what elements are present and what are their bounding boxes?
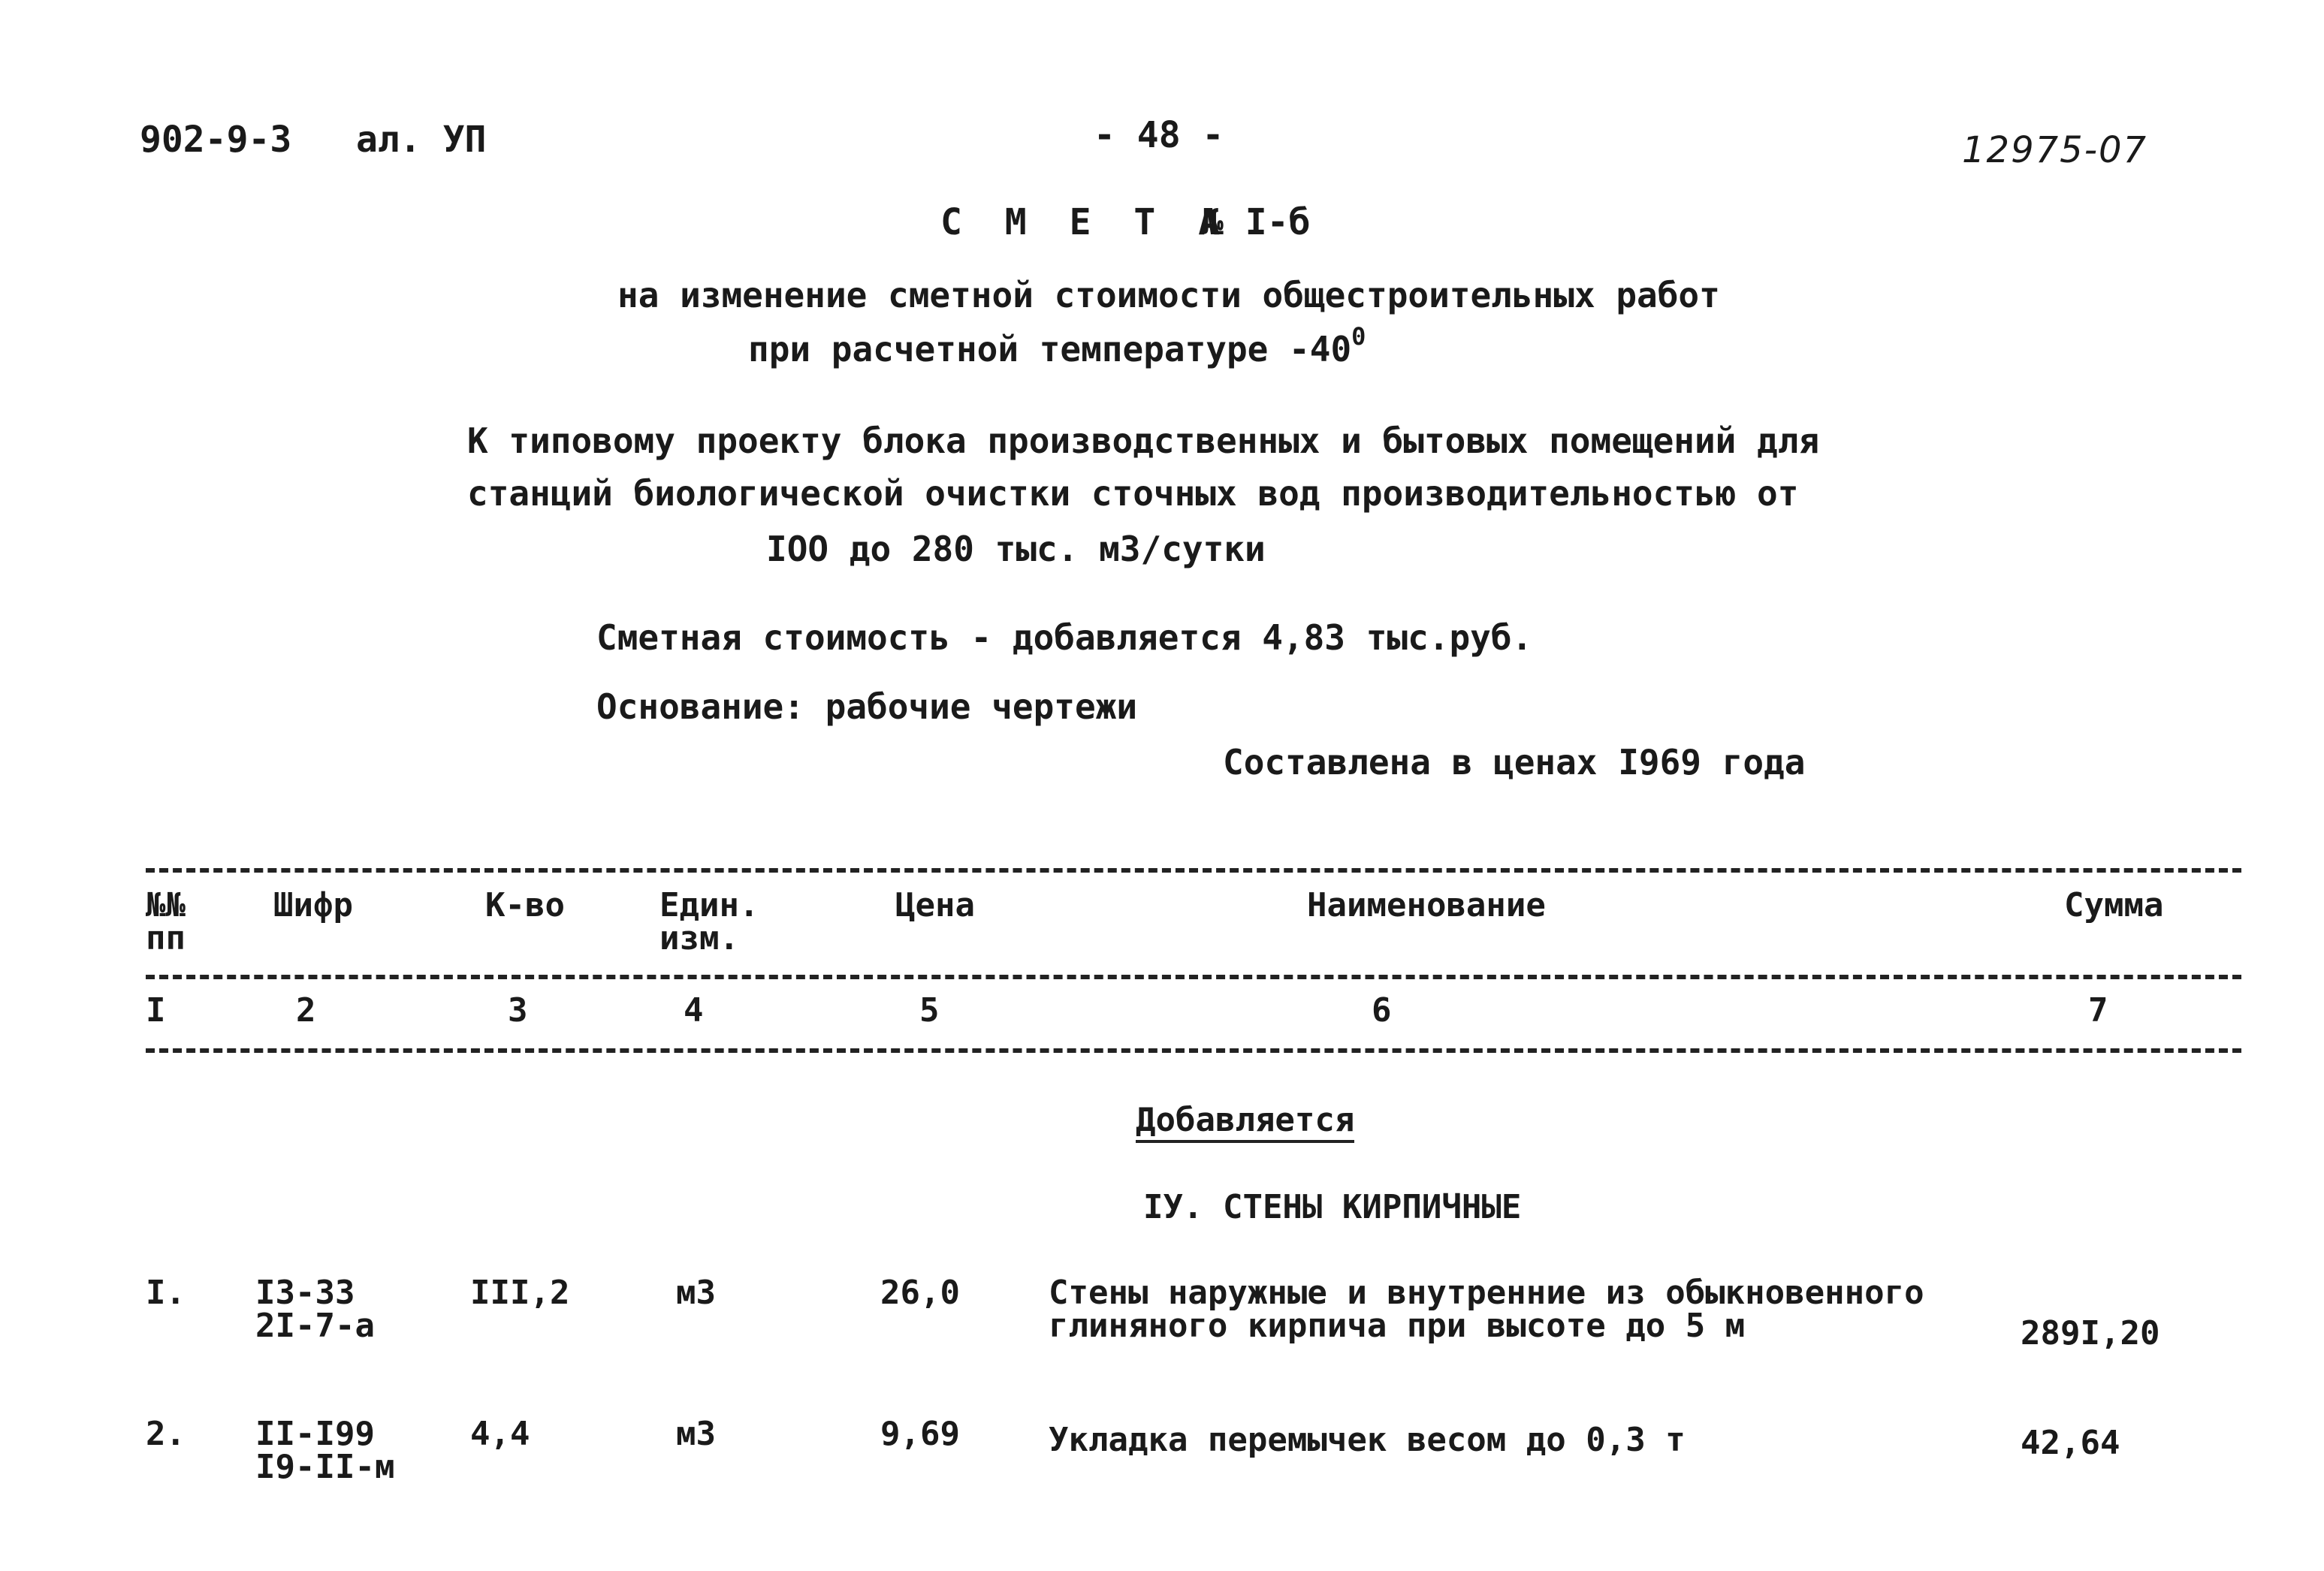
section-added: Добавляется bbox=[1136, 1104, 1354, 1143]
document-title: С М Е Т А bbox=[940, 201, 1231, 243]
col-number: 7 bbox=[2088, 991, 2108, 1030]
price-base: Составлена в ценах I969 года bbox=[1223, 742, 1806, 782]
subtitle-line-1: на изменение сметной стоимости общестроительных работ bbox=[617, 275, 1720, 315]
row-name: Стены наружные и внутренние из обыкновенного глиняного кирпича при высоте до 5 м bbox=[1049, 1274, 1924, 1345]
basis: Основание: рабочие чертежи bbox=[596, 686, 1138, 727]
header-name: Наименование bbox=[1307, 886, 1546, 924]
project-line-2: станций биологической очистки сточных вод производительностью от bbox=[467, 473, 1799, 514]
row-price: 9,69 bbox=[880, 1415, 960, 1453]
album-label: ал. УП bbox=[356, 119, 487, 161]
page-number: - 48 - bbox=[1094, 114, 1224, 156]
table-header-rule bbox=[146, 975, 2241, 979]
col-number: 5 bbox=[919, 991, 940, 1030]
header-sum: Сумма bbox=[2064, 886, 2164, 924]
header-unit: Един. изм. bbox=[659, 886, 759, 957]
table-number-rule bbox=[146, 1048, 2241, 1053]
row-qty: III,2 bbox=[470, 1274, 570, 1312]
document-code: 902-9-3 bbox=[140, 119, 292, 161]
row-code: I3-33 2I-7-а bbox=[255, 1274, 375, 1345]
col-number: I bbox=[146, 991, 166, 1030]
row-qty: 4,4 bbox=[470, 1415, 530, 1453]
project-line-1: К типовому проекту блока производственных и бытовых помещений для bbox=[467, 421, 1820, 461]
estimate-number: № I-б bbox=[1202, 201, 1311, 243]
row-unit: м3 bbox=[676, 1415, 716, 1453]
row-sum: 289I,20 bbox=[2021, 1314, 2160, 1352]
handwritten-number: 12975-07 bbox=[1962, 129, 2148, 171]
subtitle-line-2-text: при расчетной температуре -40 bbox=[748, 329, 1352, 369]
col-number: 6 bbox=[1372, 991, 1392, 1030]
row-price: 26,0 bbox=[880, 1274, 960, 1312]
col-number: 2 bbox=[296, 991, 316, 1030]
row-unit: м3 bbox=[676, 1274, 716, 1312]
row-code: II-I99 I9-II-м bbox=[255, 1415, 395, 1486]
table-top-rule bbox=[146, 868, 2241, 873]
row-name: Укладка перемычек весом до 0,3 т bbox=[1049, 1421, 1686, 1459]
row-num: I. bbox=[146, 1274, 186, 1312]
header-qty: К-во bbox=[485, 886, 565, 924]
col-number: 3 bbox=[508, 991, 528, 1030]
header-code: Шифр bbox=[273, 886, 353, 924]
degree-superscript: 0 bbox=[1351, 322, 1366, 351]
estimated-cost: Сметная стоимость - добавляется 4,83 тыс.руб. bbox=[596, 617, 1533, 658]
col-number: 4 bbox=[684, 991, 704, 1030]
row-num: 2. bbox=[146, 1415, 186, 1453]
row-sum: 42,64 bbox=[2021, 1424, 2120, 1462]
section-title: IУ. СТЕНЫ КИРПИЧНЫЕ bbox=[1143, 1188, 1522, 1226]
header-num: №№ пп bbox=[146, 886, 186, 957]
subtitle-line-2 bbox=[748, 322, 1366, 369]
project-line-3: IOO до 280 тыс. м3/сутки bbox=[766, 529, 1266, 569]
header-price: Цена bbox=[895, 886, 975, 924]
